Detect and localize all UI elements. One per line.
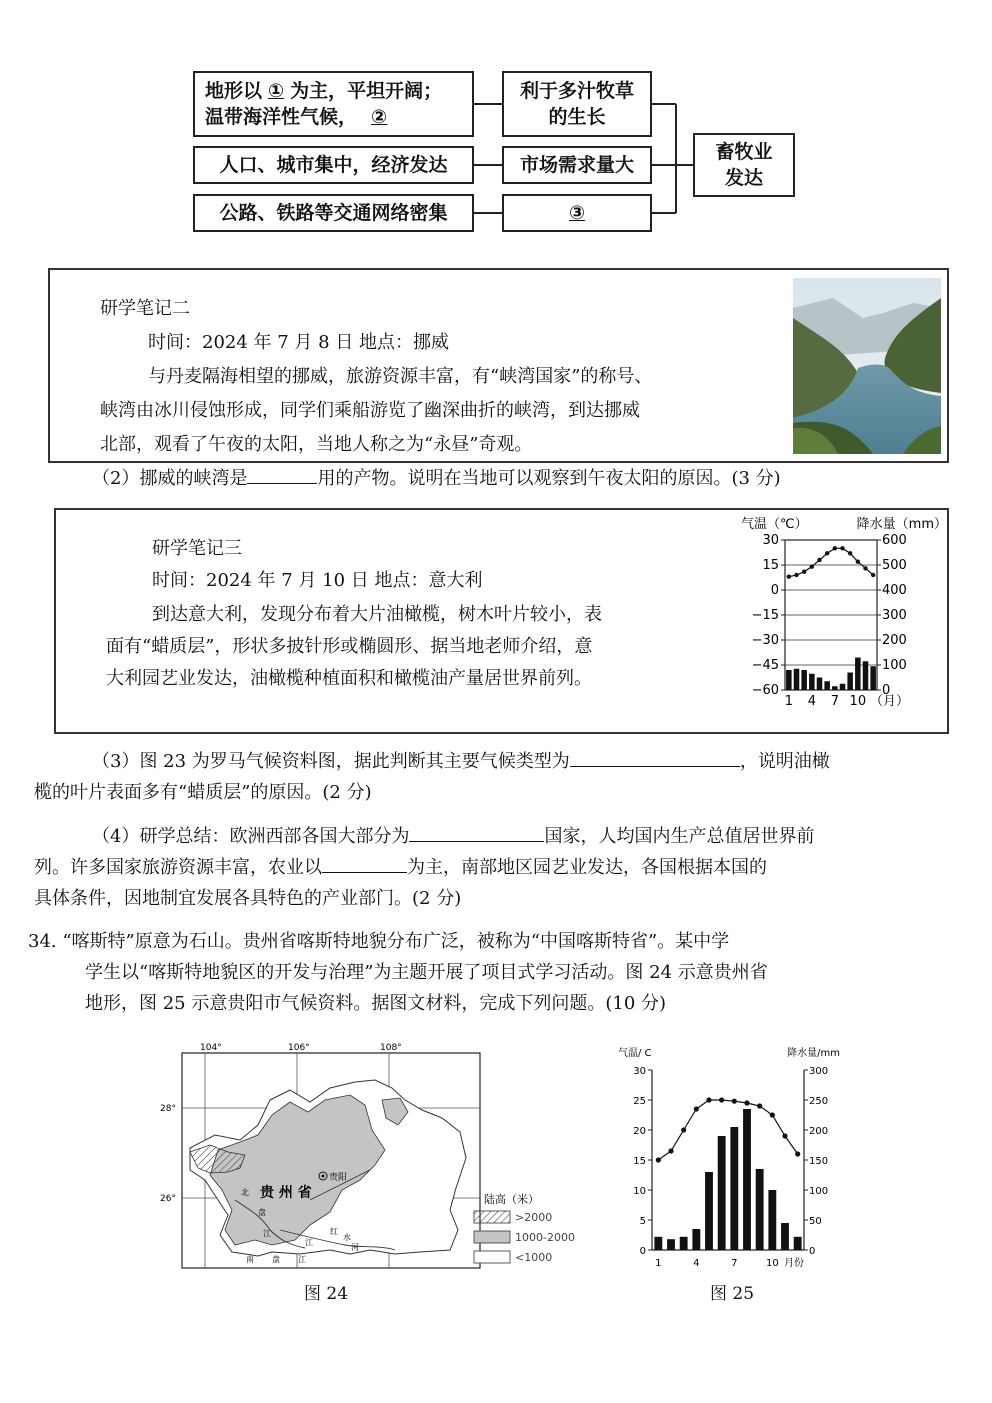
climate-chart-guiyang [612,1042,852,1277]
y-axis-label-temperature: 气温（℃） [741,517,808,532]
y-tick-label-precipitation: 200 [809,1126,829,1137]
x-tick-label: 1 [655,1258,662,1269]
figure-caption: 图 24 [304,1284,349,1304]
temperature-point [863,566,867,570]
legend-swatch-mid [474,1231,510,1243]
precipitation-bar [718,1136,726,1250]
question-text: 地形，图 25 示意贵阳市气候资料。据图文材料，完成下列问题。(10 分) [85,993,667,1014]
precipitation-bar [768,1190,776,1250]
flow-text: 畜牧业 [715,141,773,163]
note-text: 面有“蜡质层”，形状多披针形或椭圆形、据当地老师介绍，意 [106,636,593,657]
temperature-point [795,1151,800,1156]
x-tick-label: 10 [765,1258,779,1269]
temperature-point [770,1112,775,1117]
precipitation-bar [730,1127,738,1250]
flow-text: 地形以 [205,80,263,102]
lat-label: 28° [160,1104,176,1114]
river-label: 水 [343,1233,351,1242]
flow-text: 市场需求量大 [519,154,634,176]
note-text: 峡湾由冰川侵蚀形成，同学们乘船游览了幽深曲折的峡湾，到达挪威 [100,400,640,421]
y-tick-label-temperature: 25 [633,1096,646,1107]
flow-text: 的生长 [548,106,606,128]
precipitation-bar [781,1223,789,1250]
legend-title: 陆高（米） [484,1193,539,1206]
flow-text: 人口、城市集中，经济发达 [219,154,448,176]
map-legend [474,1192,575,1264]
y-tick-label-temperature: 20 [633,1126,646,1137]
lat-label: 26° [160,1194,176,1204]
x-axis-unit: （月） [870,694,910,709]
river-label: 盘 [272,1255,280,1264]
x-tick-label: 7 [731,1258,738,1269]
y-tick-label-precipitation: 100 [809,1186,829,1197]
precipitation-bar [847,673,853,691]
lon-label: 106° [288,1043,310,1053]
precipitation-bar [801,670,807,690]
y-tick-label-temperature: −60 [751,683,779,698]
question-text: 榄的叶片表面多有“蜡质层”的原因。(2 分) [34,782,372,803]
temperature-point [787,574,791,578]
river-label: 江 [305,1238,313,1247]
figure-caption: 图 25 [710,1284,755,1304]
y-tick-label-precipitation: 500 [882,558,907,573]
y-axis-label-precipitation: 降水量/mm [787,1048,840,1059]
temperature-line [789,548,873,576]
y-tick-label-temperature: 30 [633,1066,646,1077]
x-axis-unit: 月份 [784,1258,804,1269]
temperature-point [694,1106,699,1111]
y-tick-label-precipitation: 0 [809,1246,816,1257]
y-tick-label-temperature: 5 [639,1216,646,1227]
guiyang-marker [322,1175,325,1178]
temperature-point [757,1103,762,1108]
temperature-point [656,1157,661,1162]
river-label: 河 [351,1243,359,1252]
y-tick-label-precipitation: 300 [809,1066,829,1077]
answer-blank[interactable] [247,463,317,484]
lon-label: 104° [200,1043,222,1053]
x-tick-label: 4 [693,1258,700,1269]
y-axis-label-temperature: 气温/ C [618,1048,652,1059]
temperature-point [794,573,798,577]
note-title: 研学笔记三 [152,538,242,559]
question-text: （3）图 23 为罗马气候资料图，据此判断其主要气候类型为 [92,751,570,772]
question-text: 列。许多国家旅游资源丰富，农业以 [34,857,322,878]
question-3 [34,746,956,808]
river-label: 盘 [258,1208,266,1217]
question-text: 具体条件，因地制宜发展各具特色的产业部门。(2 分) [34,888,462,909]
y-tick-label-precipitation: 100 [882,658,907,673]
study-note-2 [48,268,949,463]
precipitation-bar [786,670,792,690]
temperature-point [810,564,814,568]
temperature-point [668,1148,673,1153]
flow-text: 温带海洋性气候， [205,106,358,128]
flow-text: 为主，平坦开阔； [290,80,443,102]
y-tick-label-temperature: −45 [751,658,779,673]
precipitation-bar [705,1172,713,1250]
answer-blank[interactable] [322,852,407,873]
y-tick-label-temperature: 10 [633,1186,646,1197]
temperature-point [706,1097,711,1102]
y-tick-label-temperature: 0 [639,1246,646,1257]
province-label: 贵 州 省 [260,1185,312,1201]
temperature-point [744,1100,749,1105]
note-time: 时间：2024 年 7 月 10 日 地点：意大利 [152,570,483,591]
x-tick-label: 10 [849,694,867,709]
question-text: 国家，人均国内生产总值居世界前 [544,826,815,847]
river-label: 北 [241,1188,249,1197]
precipitation-bar [809,674,815,690]
question-text: （4）研学总结：欧洲西部各国大部分为 [92,826,410,847]
precipitation-bar [794,669,800,690]
note-text: 大利园艺业发达，油橄榄种植面积和橄榄油产量居世界前列。 [106,668,592,689]
temperature-point [856,559,860,563]
y-tick-label-precipitation: 250 [809,1096,829,1107]
river-label: 江 [298,1255,306,1264]
note-text: 到达意大利，发现分布着大片油橄榄，树木叶片较小，表 [152,604,602,625]
precipitation-bar [824,681,830,690]
question-text: （2）挪威的峡湾是 [92,468,248,489]
precipitation-bar [832,686,838,690]
river-label: 红 [330,1227,338,1236]
y-tick-label-precipitation: 50 [809,1216,822,1227]
river-label: 江 [263,1229,271,1238]
temperature-point [871,573,875,577]
question-34 [28,926,958,1019]
note-title: 研学笔记二 [100,298,190,319]
y-tick-label-precipitation: 200 [882,633,907,648]
flow-text: 公路、铁路等交通网络密集 [219,202,448,224]
answer-blank[interactable] [570,746,740,767]
y-tick-label-precipitation: 0 [882,683,891,698]
temperature-point [732,1099,737,1104]
legend-swatch-low [474,1251,510,1263]
question-4 [34,821,956,914]
precipitation-bar [817,678,823,691]
y-tick-label-precipitation: 300 [882,608,907,623]
question-text: 34. “喀斯特”原意为石山。贵州省喀斯特地貌分布广泛，被称为“中国喀斯特省”。某中学 [28,931,730,952]
precipitation-bar [863,661,869,690]
flow-text: 发达 [724,167,763,189]
y-tick-label-precipitation: 400 [882,583,907,598]
river-label: 南 [246,1255,254,1264]
temperature-point [833,546,837,550]
precipitation-bar [870,666,876,690]
precipitation-bar [680,1237,688,1250]
precipitation-bar [794,1237,802,1250]
question-text: 为主，南部地区园艺业发达，各国根据本国的 [407,857,767,878]
x-tick-label: 1 [784,694,793,709]
note-text: 与丹麦隔海相望的挪威，旅游资源丰富，有“峡湾国家”的称号、 [148,366,653,387]
temperature-point [681,1127,686,1132]
precipitation-bar [667,1239,675,1250]
y-tick-label-temperature: 0 [770,583,779,598]
precipitation-bar [840,684,846,690]
y-tick-label-temperature: 30 [762,533,779,548]
fjord-photo-icon [793,278,941,454]
temperature-line [658,1100,797,1160]
y-tick-label-temperature: 15 [762,558,779,573]
flow-connectors [0,0,992,260]
precipitation-bar [692,1229,700,1250]
climate-chart-rome [735,512,950,732]
temperature-point [840,546,844,550]
y-tick-label-precipitation: 150 [809,1156,829,1167]
precipitation-bar [654,1237,662,1250]
precipitation-bar [855,658,861,691]
y-axis-label-precipitation: 降水量（mm） [856,517,947,532]
fjord-photo [793,278,941,454]
blank-2: ② [371,106,388,128]
y-tick-label-temperature: −30 [751,633,779,648]
question-text: ，说明油橄 [739,751,830,772]
flow-text: 利于多汁牧草 [519,80,634,102]
legend-label: <1000 [515,1251,553,1264]
question-text: 学生以“喀斯特地貌区的开发与治理”为主题开展了项目式学习活动。图 24 示意贵州省 [85,962,768,983]
blank-3: ③ [568,202,586,224]
temperature-point [802,569,806,573]
question-text: 用的产物。说明在当地可以观察到午夜太阳的原因。(3 分) [317,468,781,489]
y-tick-label-temperature: 15 [633,1156,646,1167]
temperature-point [817,558,821,562]
temperature-point [719,1097,724,1102]
note-time: 时间：2024 年 7 月 8 日 地点：挪威 [148,332,450,353]
precipitation-bar [756,1169,764,1250]
x-tick-label: 4 [807,694,816,709]
legend-swatch-high [474,1211,510,1223]
city-label: 贵阳 [329,1173,348,1183]
legend-label: >2000 [515,1211,553,1224]
legend-label: 1000-2000 [515,1231,575,1244]
blank-1: ① [268,80,285,102]
answer-blank[interactable] [409,821,544,842]
note-text: 北部，观看了午夜的太阳，当地人称之为“永昼”奇观。 [100,434,533,455]
temperature-point [825,551,829,555]
y-tick-label-precipitation: 600 [882,533,907,548]
question-2 [92,463,781,494]
precipitation-bar [743,1109,751,1250]
guizhou-terrain-map [160,1040,590,1280]
temperature-point [782,1133,787,1138]
y-tick-label-temperature: −15 [751,608,779,623]
lon-label: 108° [380,1043,402,1053]
x-tick-label: 7 [830,694,839,709]
temperature-point [848,551,852,555]
